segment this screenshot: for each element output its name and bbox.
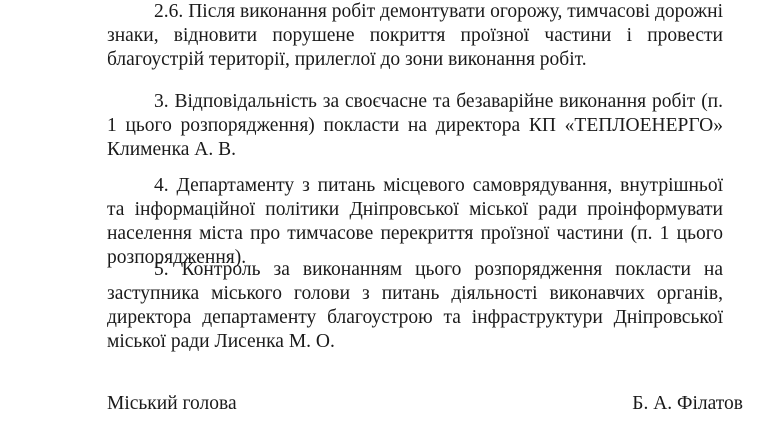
- paragraph-2-6: 2.6. Після виконання робіт демонтувати огорожу, тимчасові дорожні знаки, відновити порушене покриття проїзної частини і провести благоустрій території, прилеглої до зони виконання робіт.: [107, 1, 723, 70]
- signature-block: [107, 392, 743, 416]
- signature-name: Б. А. Філатов: [632, 393, 743, 414]
- signature-position: Міський голова: [107, 393, 237, 414]
- paragraph-4: 4. Департаменту з питань місцевого самоврядування, внутрішньої та інформаційної політики Дніпровської міської ради проінформувати населення міста про тимчасове перекриття проїзної частини (п. 1 цього розпорядження).: [107, 175, 723, 268]
- paragraph-5: 5. Контроль за виконанням цього розпорядження покласти на заступника міського голови з питань діяльності виконавчих органів, директора департаменту благоустрою та інфраструктури Дніпровської міської ради Лисенка М. О.: [107, 259, 723, 352]
- paragraph-3: 3. Відповідальність за своєчасне та безаварійне виконання робіт (п. 1 цього розпорядження) покласти на директора КП «ТЕПЛОЕНЕРГО» Клименка А. В.: [107, 91, 723, 160]
